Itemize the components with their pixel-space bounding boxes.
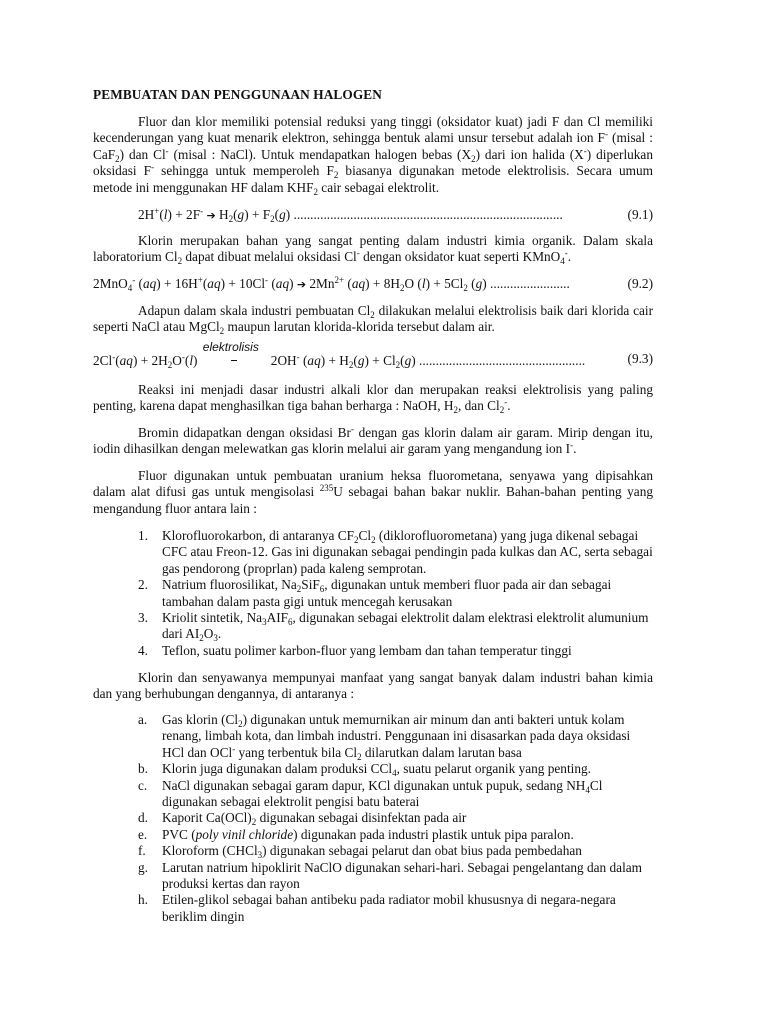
list-item: 2. Natrium fluorosilikat, $Na_2SiF_6$, digunakan untuk memberi fluor pada air dan sebagai tambahan dalam pasta gigi untuk mencegah kerusakan bbox=[138, 577, 612, 609]
list-item: 4. Teflon, suatu polimer karbon-fluor yang lembam dan tahan temperatur tinggi bbox=[138, 642, 572, 658]
equation-9-2: 2MnO$_4$- (aq) + 16H+(aq) + 10Cl- (aq) ➔ $2Mn^{2+}$ $(aq) + 8H_2O$ $(l) + 5Cl_2$ (g) ........................ (9.2) bbox=[93, 275, 653, 293]
equation-number: (9.3) bbox=[627, 351, 653, 366]
electrolysis-arrow: elektrolisis bbox=[201, 351, 271, 365]
klorin-uses-list bbox=[93, 712, 653, 925]
paragraph-fluor-klor: Fluor dan klor memiliki potensial reduksi yang tinggi (oksidator kuat) jadi F dan Cl memiliki kecenderungan yang kuat menarik elektron, sehingga bentuk alami unsur tersebut adalah ion F- (misal : CaF$_2$) dan Cl- (misal : NaCl). Untuk mendapatkan halogen bebas $(X_2)$ dari ion halida (X-) diperlukan oksidasi F- sehingga untuk memperoleh $F_2$ biasanya digunakan metode elektrolisis. Secara umum metode ini menggunakan HF dalam $KHF_2$ cair sebagai elektrolit. bbox=[93, 114, 653, 197]
arrow-icon: ➔ bbox=[296, 278, 307, 291]
list-item: d. Kaporit $Ca(OCl)_2$ digunakan sebagai disinfektan pada air bbox=[138, 810, 467, 828]
list-item: c. NaCl digunakan sebagai garam dapur, KCl digunakan untuk pupuk, sedang $NH_4Cl$ digunakan sebagai elektrolit pengisi batu baterai bbox=[138, 777, 603, 810]
list-item: e. PVC (poly vinil chloride) digunakan pada industri plastik untuk pipa paralon. bbox=[138, 826, 574, 842]
paragraph-fluor-uranium: Fluor digunakan untuk pembuatan uranium heksa fluorometana, senyawa yang dipisahkan dalam alat difusi gas untuk mengisolasi $^{235}$U sebagai bahan bakar nuklir. Bahan-bahan penting yang mengandung fluor antara lain : bbox=[93, 468, 653, 516]
paragraph-klorin-lab: Klorin merupakan bahan yang sangat penting dalam industri kimia organik. Dalam skala laboratorium $Cl_2$ dapat dibuat melalui oksidasi Cl- dengan oksidator kuat seperti KMnO$_4$-. bbox=[93, 233, 653, 267]
paragraph-klorin-industri: Adapun dalam skala industri pembuatan $Cl_2$ dilakukan melalui elektrolisis baik dari klorida cair seperti NaCl atau MgCl$_2$ maupun larutan klorida-klorida tersebut dalam air. bbox=[93, 303, 653, 337]
paragraph-alkali-klor: Reaksi ini menjadi dasar industri alkali klor dan merupakan reaksi elektrolisis yang paling penting, karena dapat menghasilkan tiga bahan berharga : NaOH, $H_2$, dan $Cl_2^-$. bbox=[93, 382, 653, 416]
paragraph-klorin-manfaat: Klorin dan senyawanya mempunyai manfaat yang sangat banyak dalam industri bahan kimia dan yang berhubungan dengannya, di antaranya : bbox=[93, 670, 653, 702]
paragraph-bromin: Bromin didapatkan dengan oksidasi Br- dengan gas klorin dalam air garam. Mirip dengan itu, iodin dihasilkan dengan melewatkan gas klorin melalui air garam yang mengandung ion I-. bbox=[93, 424, 653, 457]
list-item: h. Etilen-glikol sebagai bahan antibeku pada radiator mobil khususnya di negara-negara beriklim dingin bbox=[138, 892, 616, 924]
list-item: f. Kloroform (CHCl$_3$) digunakan sebagai pelarut dan obat bius pada pembedahan bbox=[138, 843, 582, 861]
page-title: PEMBUATAN DAN PENGGUNAAN HALOGEN bbox=[93, 87, 382, 102]
equation-number: (9.2) bbox=[627, 276, 653, 291]
list-item: b. Klorin juga digunakan dalam produksi CCl$_4$, suatu pelarut organik yang penting. bbox=[138, 761, 591, 779]
list-item: 3. Kriolit sintetik, $Na_3AIF_6$, digunakan sebagai elektrolit dalam elektrasi elektrolit alumunium dari $AI_2O_3$. bbox=[138, 610, 649, 644]
equation-9-1: 2H+(l) + 2F- ➔ $H_2(g) + F_2(g)$ ................................................................................. (9.1) bbox=[138, 206, 653, 224]
equation-9-3: $2Cl^-(aq) + 2H_2O^-(l)$ elektrolisis 2OH- $(aq) + H_2(g) + Cl_2(g)$ .................................................. (9.3) bbox=[93, 340, 653, 370]
arrow-icon: ➔ bbox=[206, 209, 216, 222]
list-item: a. Gas klorin $(Cl_2)$ digunakan untuk memurnikan air minum dan anti bakteri untuk kolam renang, limbah kota, dan limbah industri. Penggunaan ini disasarkan pada daya oksidasi HCl dan OCl- yang terbentuk bila $Cl_2$ dilarutkan dalam larutan basa bbox=[138, 712, 631, 762]
equation-number: (9.1) bbox=[627, 207, 653, 222]
list-item: 1. Klorofluorokarbon, di antaranya $CF_2Cl_2$ (diklorofluorometana) yang juga dikenal sebagai CFC atau Freon-12. Gas ini digunakan sebagai pendingin pada kulkas dan AC, serta sebagai gas pendorong (proprlan) pada kaleng semprotan. bbox=[138, 528, 653, 576]
list-item: g. Larutan natrium hipoklirit NaClO digunakan sehari-hari. Sebagai pengelantang dan dalam produksi kertas dan rayon bbox=[138, 859, 643, 892]
fluor-compounds-list bbox=[93, 528, 653, 659]
